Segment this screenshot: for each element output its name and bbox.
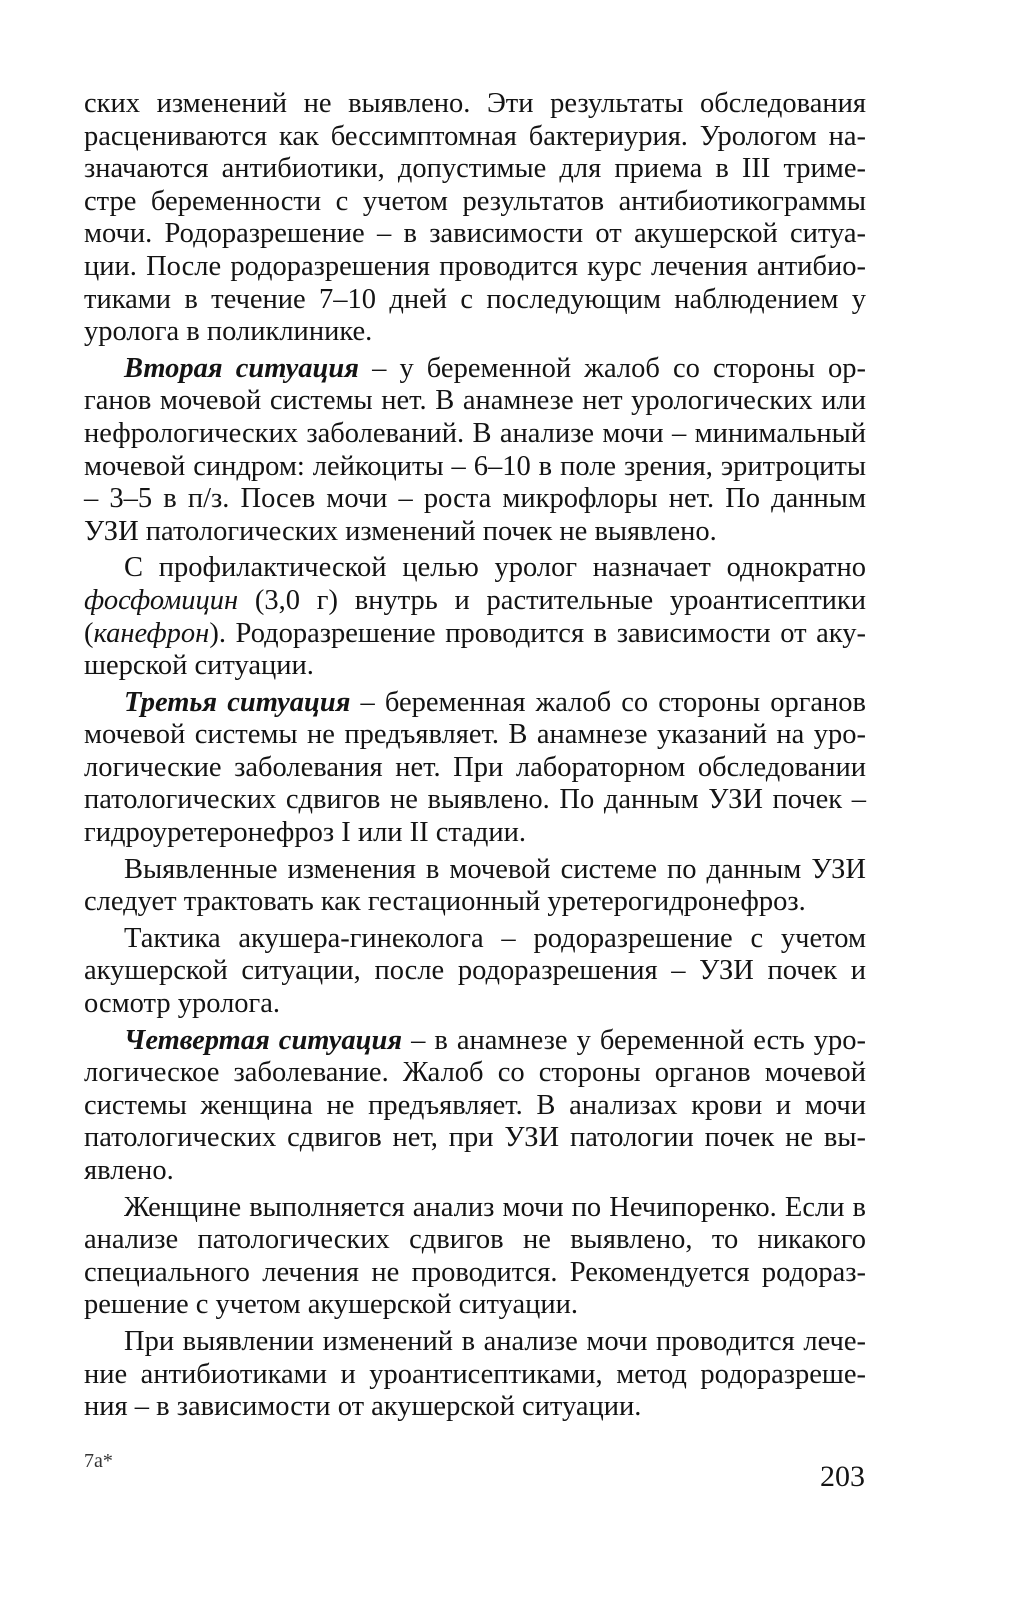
text-run: Женщине выполняется анализ мочи по Нечипоренко. Если в анализе патологических сдвигов не выявлено, то никакого специального лечения не проводится. Рекомендуется родоразрешение с учетом акушерской ситуации.	[84, 1191, 866, 1321]
paragraph	[84, 1025, 866, 1188]
text-run: Выявленные изменения в мочевой системе по данным УЗИ следует трактовать как гестационный уретерогидронефроз.	[84, 853, 866, 918]
text-run: (3,0 г) внутрь и растительные уроантисептики (	[84, 584, 866, 649]
paragraph	[84, 88, 866, 349]
signature-mark: 7а*	[84, 1450, 113, 1472]
text-run: При выявлении изменений в анализе мочи проводится лечение антибиотиками и уроантисептиками, метод родоразрешения – в зависимости от акушерской ситуации.	[84, 1325, 866, 1423]
situation-heading: Третья ситуация	[124, 686, 351, 718]
paragraph	[84, 1326, 866, 1424]
drug-name: канефрон	[93, 617, 210, 649]
text-run: – в анамнезе у беременной есть урологическое заболевание. Жалоб со стороны органов мочевой системы женщина не предъявляет. В анализах крови и мочи патологических сдвигов нет, при УЗИ патологии почек не выявлено.	[84, 1024, 867, 1186]
paragraph	[84, 552, 866, 682]
paragraph	[84, 1192, 866, 1322]
drug-name: фосфомицин	[84, 584, 239, 616]
text-run: – у беременной жалоб со стороны органов мочевой системы нет. В анамнезе нет урологических или нефрологических заболеваний. В анализе мочи – минимальный мочевой синдром: лейкоциты – 6–10 в поле зрения, эритроциты – 3–5 в п/з. Посев мочи – роста микрофлоры нет. По данным УЗИ патологических изменений почек не выявлено.	[84, 352, 866, 547]
paragraph	[84, 923, 866, 1021]
text-run: ). Родоразрешение проводится в зависимости от акушерской ситуации.	[84, 617, 866, 682]
text-run: С профилактической целью уролог назначает однократно	[124, 552, 866, 584]
paragraph	[84, 854, 866, 919]
text-run: – беременная жалоб со стороны органов мочевой системы не предъявляет. В анамнезе указаний на урологические заболевания нет. При лабораторном обследовании патологических сдвигов не выявлено. По данным УЗИ почек – гидроуретеронефроз I или II стадии.	[84, 686, 866, 849]
text-run: ских изменений не выявлено. Эти результаты обследования расцениваются как бессимптомная бактериурия. Урологом назначаются антибиотики, допустимые для приема в III триместре беременности с учетом результатов антибиотикограммы мочи. Родоразрешение – в зависимости от акушерской ситуации. После родоразрешения проводится курс лечения антибиотиками в течение 7–10 дней с последующим наблюдением у уролога в поликлинике.	[84, 88, 866, 348]
text-run: Тактика акушера-гинеколога – родоразрешение с учетом акушерской ситуации, после родоразрешения – УЗИ почек и осмотр уролога.	[84, 922, 866, 1020]
page-body	[84, 88, 866, 1424]
situation-heading: Четвертая ситуация	[124, 1024, 403, 1056]
page-number: 203	[820, 1460, 865, 1493]
paragraph	[84, 687, 866, 850]
paragraph	[84, 353, 866, 549]
situation-heading: Вторая ситуация	[124, 352, 359, 384]
